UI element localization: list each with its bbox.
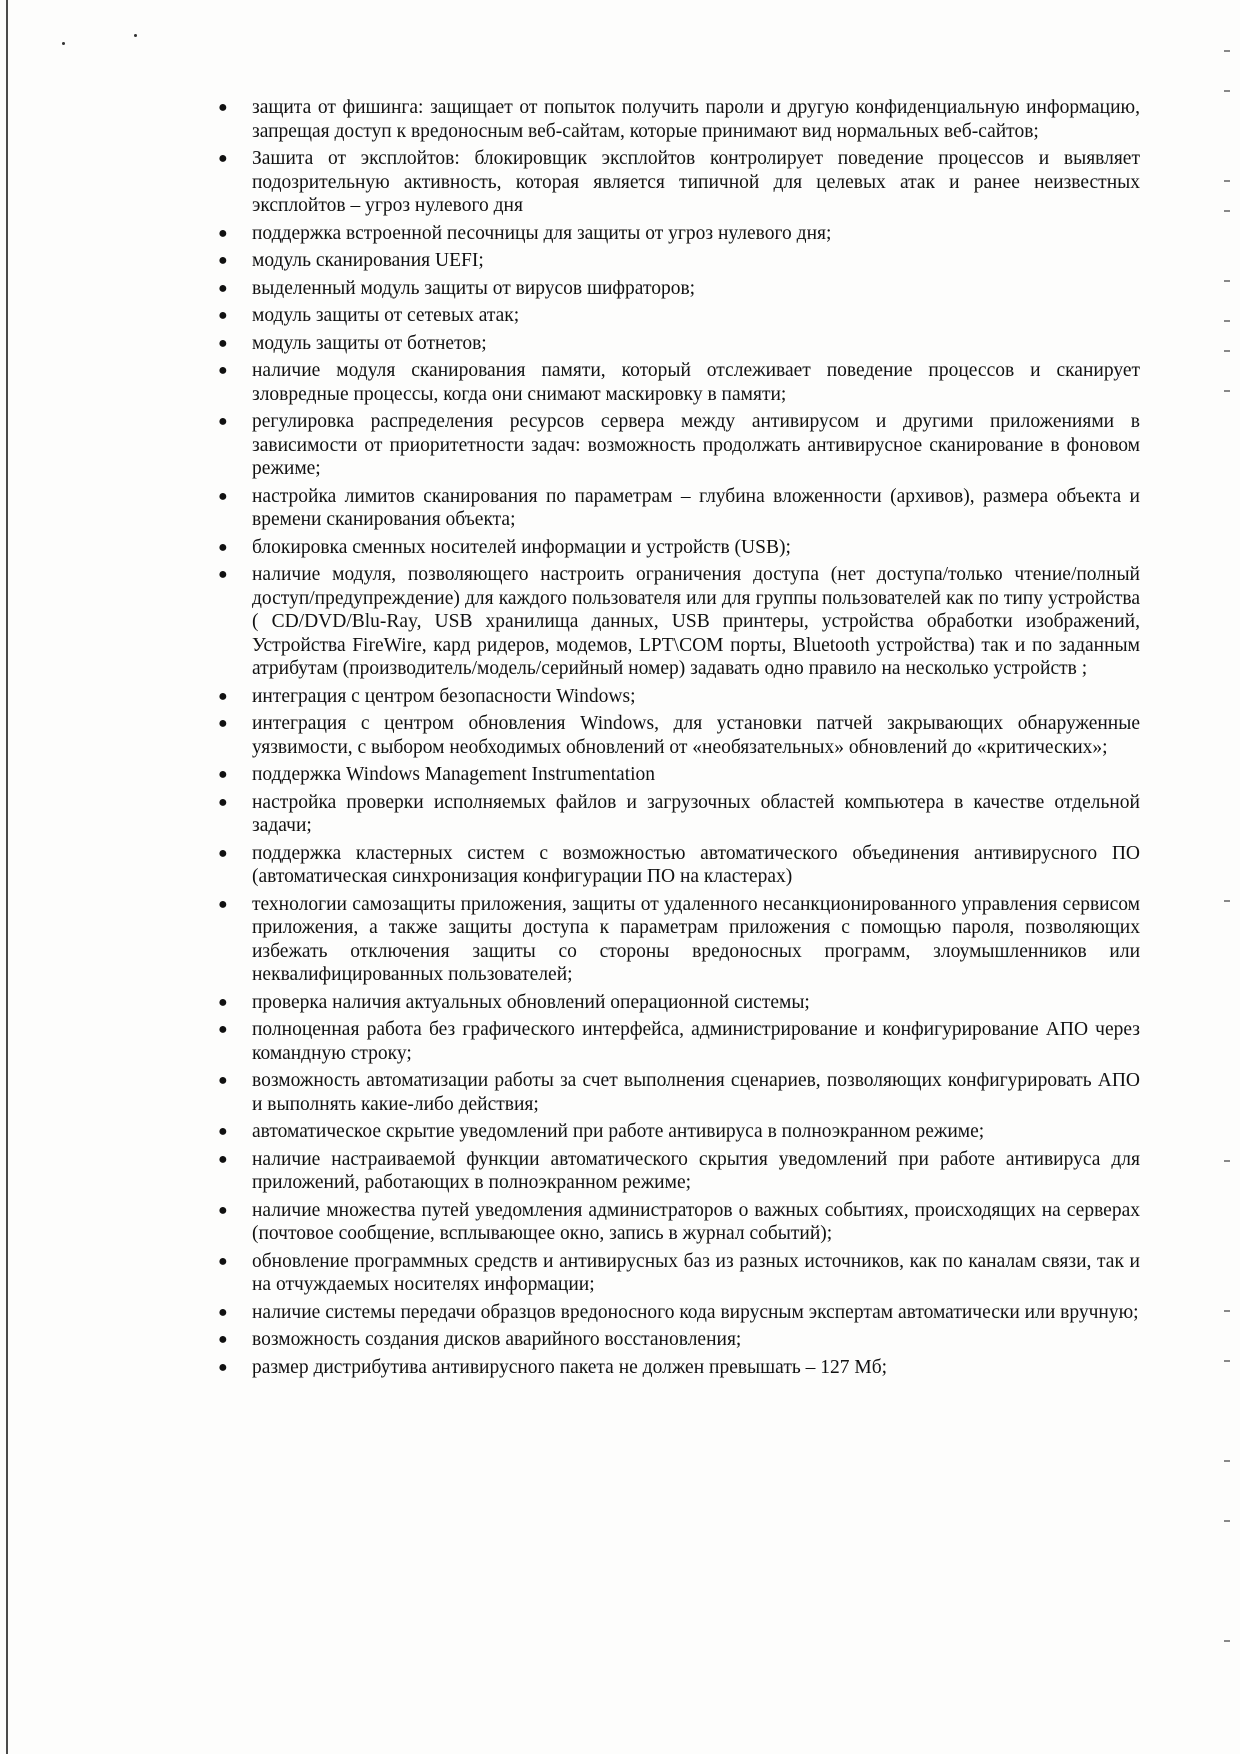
list-item-text: модуль сканирования UEFI; — [252, 250, 484, 271]
list-item-text: защита от фишинга: защищает от попыток получить пароли и другую конфиденциальную информацию, запрещая доступ к вредоносным веб-сайтам, которые принимают вид нормальных веб-сайтов; — [252, 97, 1140, 142]
bullet-icon: ● — [218, 1021, 228, 1038]
list-item — [210, 1018, 1140, 1065]
bullet-icon: ● — [218, 487, 228, 505]
list-item-text: поддержка кластерных систем с возможностью автоматического объединения антивирусного ПО (автоматическая синхронизация конфигурации ПО на кластерах) — [252, 842, 1140, 887]
list-item — [210, 791, 1140, 838]
list-item — [210, 277, 1140, 301]
list-item — [210, 991, 1140, 1015]
list-item — [210, 222, 1140, 246]
scan-edge-line — [6, 0, 8, 1754]
list-item — [210, 485, 1140, 532]
list-item — [210, 147, 1140, 218]
list-item-text: интеграция с центром обновления Windows, для установки патчей закрывающих обнаруженные уязвимости, с выбором необходимых обновлений от «необязательных» обновлений до «критических»; — [252, 713, 1140, 758]
list-item — [210, 536, 1140, 560]
list-item-text: наличие множества путей уведомления администраторов о важных событиях, происходящих на серверах (почтовое сообщение, всплывающее окно, запись в журнал событий); — [252, 1199, 1140, 1244]
bullet-icon: ● — [218, 844, 228, 862]
scan-speck — [62, 42, 65, 45]
scan-speck — [134, 34, 137, 37]
bullet-icon: ● — [218, 1303, 228, 1321]
bullet-icon: ● — [218, 766, 228, 783]
list-item-text: выделенный модуль защиты от вирусов шифраторов; — [252, 277, 696, 299]
list-item — [210, 685, 1140, 709]
list-item-text: проверка наличия актуальных обновлений операционной системы; — [252, 991, 810, 1013]
list-item — [210, 1301, 1140, 1325]
bullet-icon: ● — [218, 895, 228, 913]
list-item — [210, 1356, 1140, 1380]
list-item-text: настройка лимитов сканирования по параметрам – глубина вложенности (архивов), размера объекта и времени сканирования объекта; — [252, 485, 1140, 530]
list-item-text: обновление программных средств и антивирусных баз из разных источников, как по каналам связи, так и на отчуждаемых носителях информации; — [252, 1250, 1140, 1295]
bullet-icon: ● — [218, 538, 228, 556]
list-item — [210, 1148, 1140, 1195]
list-item — [210, 1069, 1140, 1116]
list-item-text: наличие модуля, позволяющего настроить ограничения доступа (нет доступа/только чтение/полный доступ/предупреждение) для каждого пользователя или для группы пользователей как по типу устройства ( CD/DVD/Blu-Ray, USB хранилища данных, USB принтеры, устройства обработки изображений, Устройства FireWire, кард ридеров, модемов, LPT\COM порты, Bluetooth устройства) так и по заданным атрибутам (производитель/модель/серийный номер) задавать одно правило на несколько устройств ; — [252, 564, 1140, 679]
bullet-icon: ● — [218, 1201, 228, 1219]
list-item — [210, 842, 1140, 889]
list-item-text: наличие модуля сканирования памяти, который отслеживает поведение процессов и сканирует зловредные процессы, когда они снимают маскировку в памяти; — [252, 360, 1140, 405]
bullet-icon: ● — [218, 793, 228, 811]
list-item-text: блокировка сменных носителей информации и устройств (USB); — [252, 536, 791, 558]
list-item — [210, 712, 1140, 759]
list-item-text: Зашита от эксплойтов: блокировщик эксплойтов контролирует поведение процессов и выявляет подозрительную активность, которая является типичной для целевых атак и ранее неизвестных эксплойтов – угроз нулевого дня — [252, 148, 1140, 216]
list-item — [210, 1328, 1140, 1352]
list-item — [210, 332, 1140, 356]
list-item-text: полноценная работа без графического интерфейса, администрирование и конфигурирование АПО через командную строку; — [252, 1019, 1140, 1064]
list-item-text: поддержка Windows Management Instrumentation — [252, 764, 656, 785]
list-item-text: регулировка распределения ресурсов сервера между антивирусом и другими приложениями в зависимости от приоритетности задач: возможность продолжать антивирусное сканирование в фоновом режиме; — [252, 411, 1140, 479]
scan-edge-marks — [1216, 20, 1234, 1720]
bullet-icon: ● — [218, 1072, 228, 1089]
list-item-text: возможность автоматизации работы за счет выполнения сценариев, позволяющих конфигурировать АПО и выполнять какие-либо действия; — [252, 1070, 1140, 1115]
list-item-text: возможность создания дисков аварийного восстановления; — [252, 1329, 742, 1350]
bullet-icon: ● — [218, 99, 228, 116]
bullet-icon: ● — [218, 150, 228, 167]
bullet-icon: ● — [218, 566, 228, 583]
list-item-text: размер дистрибутива антивирусного пакета не должен превышать – 127 Мб; — [252, 1356, 888, 1378]
list-item — [210, 563, 1140, 681]
bullet-icon: ● — [218, 334, 228, 352]
bullet-icon: ● — [218, 1358, 228, 1376]
list-item-text: поддержка встроенной песочницы для защиты от угроз нулевого дня; — [252, 222, 832, 244]
list-item — [210, 1120, 1140, 1144]
list-item — [210, 410, 1140, 481]
list-item-text: технологии самозащиты приложения, защиты от удаленного несанкционированного управления сервисом приложения, а также защиты доступа к параметрам приложения с помощью пароля, позволяющих избежать отключения защиты со стороны вредоносных программ, злоумышленников или неквалифицированных пользователей; — [252, 893, 1140, 985]
list-item-text: интеграция с центром безопасности Windows; — [252, 685, 636, 707]
list-item — [210, 249, 1140, 273]
list-item — [210, 359, 1140, 406]
list-item-text: настройка проверки исполняемых файлов и загрузочных областей компьютера в качестве отдельной задачи; — [252, 791, 1140, 836]
bullet-icon: ● — [218, 1252, 228, 1270]
bullet-icon: ● — [218, 224, 228, 242]
bullet-icon: ● — [218, 252, 228, 269]
document-body — [210, 96, 1140, 1383]
list-item-text: модуль защиты от сетевых атак; — [252, 305, 520, 326]
bullet-icon: ● — [218, 362, 228, 379]
list-item-text: наличие настраиваемой функции автоматического скрытия уведомлений при работе антивируса для приложений, работающих в полноэкранном режиме; — [252, 1148, 1140, 1193]
list-item — [210, 96, 1140, 143]
list-item — [210, 893, 1140, 987]
bullet-icon: ● — [218, 1331, 228, 1348]
list-item — [210, 1250, 1140, 1297]
bullet-icon: ● — [218, 279, 228, 297]
bullet-icon: ● — [218, 1123, 228, 1140]
list-item-text: наличие системы передачи образцов вредоносного кода вирусным экспертам автоматически или вручную; — [252, 1301, 1139, 1323]
bullet-icon: ● — [218, 413, 228, 430]
list-item — [210, 304, 1140, 328]
bullet-icon: ● — [218, 715, 228, 732]
list-item-text: модуль защиты от ботнетов; — [252, 332, 487, 354]
bullet-icon: ● — [218, 307, 228, 324]
list-item — [210, 1199, 1140, 1246]
bullet-icon: ● — [218, 993, 228, 1011]
list-item-text: автоматическое скрытие уведомлений при работе антивируса в полноэкранном режиме; — [252, 1121, 985, 1142]
bullet-icon: ● — [218, 687, 228, 705]
bullet-icon: ● — [218, 1150, 228, 1168]
list-item — [210, 763, 1140, 787]
requirements-list — [210, 96, 1140, 1379]
